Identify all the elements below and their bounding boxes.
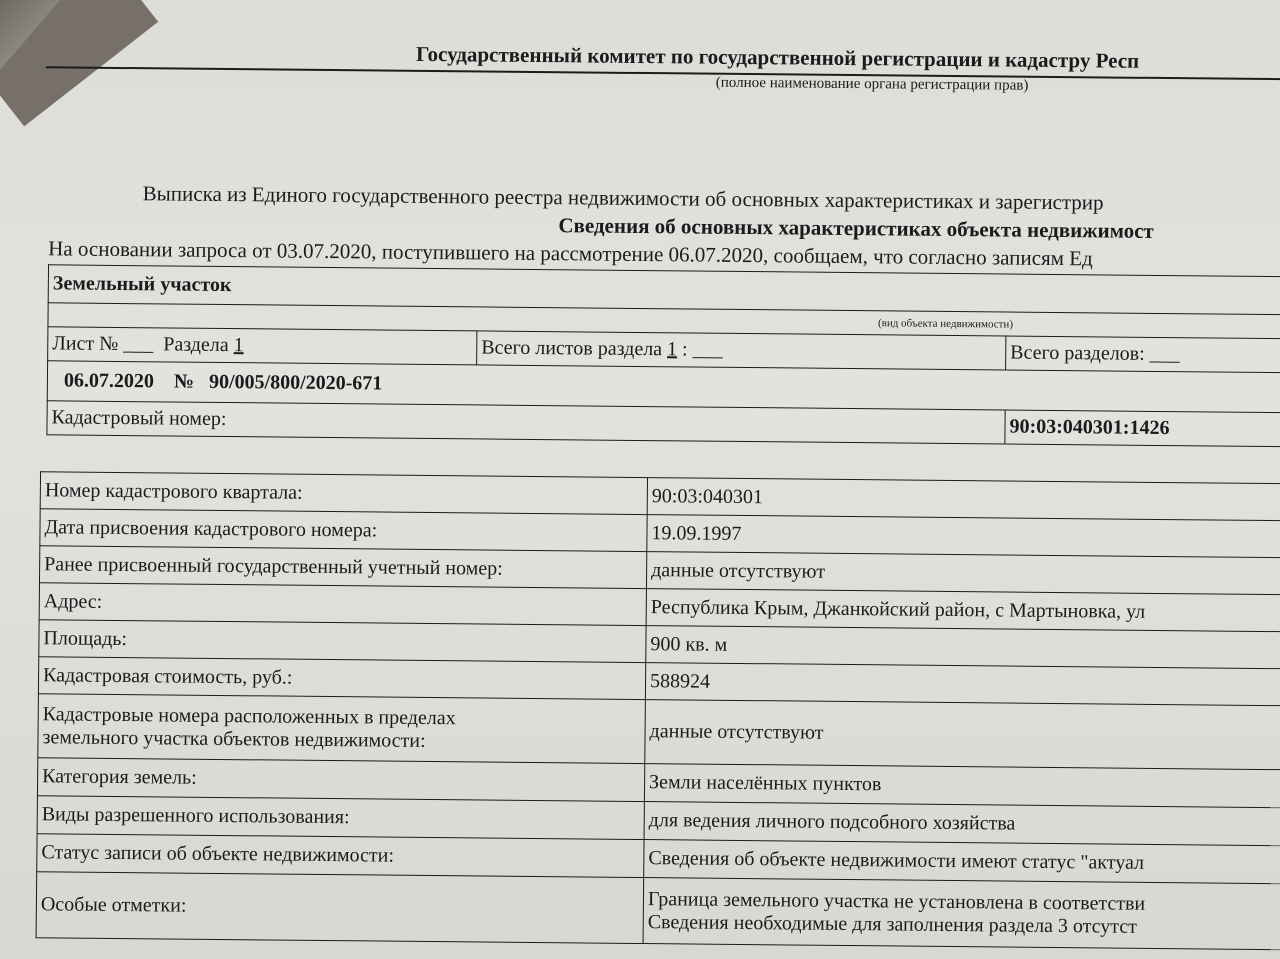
record-number-sign: №: [173, 370, 195, 393]
field-label: Кадастровая стоимость, руб.:: [38, 657, 645, 700]
sheet-number-value: ___: [123, 333, 154, 356]
sheet-number-label: Лист №: [52, 332, 119, 355]
record-number: 90/005/800/2020-671: [208, 370, 383, 395]
organization-name: Государственный комитет по государственной регистрации и кадастру Респ: [415, 41, 1140, 73]
section-title: Сведения об основных характеристиках объекта недвижимост: [558, 213, 1154, 243]
object-type-caption: (вид объекта недвижимости): [48, 303, 1280, 339]
basis-text: На основании запроса от 03.07.2020, поступившего на рассмотрение 06.07.2020, сообщаем, что согласно записям Ед: [48, 236, 1093, 271]
total-sections-value: ___: [1149, 342, 1180, 366]
total-sheets-tail: :: [682, 338, 688, 361]
field-label-line2: земельного участка объектов недвижимости:: [42, 725, 426, 752]
record-date: 06.07.2020: [63, 369, 155, 393]
table-row: [36, 872, 1280, 950]
field-value: данные отсутствуют: [646, 552, 1280, 595]
field-value: Земли населённых пунктов: [644, 764, 1280, 808]
total-sheets-label: Всего листов раздела: [481, 336, 663, 361]
field-label-line1: Кадастровые номера расположенных в пределах: [42, 702, 456, 729]
field-value: для ведения личного подсобного хозяйства: [644, 802, 1280, 846]
total-sections-cell: [1006, 336, 1280, 373]
field-value: Республика Крым, Джанкойский район, с Мартыновка, ул: [646, 589, 1280, 632]
field-value: данные отсутствуют: [645, 700, 1280, 770]
details-table: [36, 471, 1280, 950]
section-value: 1: [233, 334, 244, 357]
field-label: Особые отметки:: [36, 872, 644, 944]
cadastral-number-label: Кадастровый номер:: [47, 401, 1005, 444]
total-sheets-cell: [477, 331, 1006, 370]
field-value: 588924: [645, 663, 1280, 706]
organization-caption: (полное наименование органа регистрации прав): [715, 74, 1029, 94]
total-sections-label: Всего разделов:: [1010, 341, 1145, 365]
section-label: Раздела: [163, 333, 229, 357]
field-label: Площадь:: [39, 620, 646, 663]
field-value-line1: Граница земельного участка не установлена в соответстви: [647, 887, 1146, 915]
total-sheets-value: 1: [667, 338, 678, 361]
field-label: Адрес:: [39, 583, 646, 626]
extract-title: Выписка из Единого государственного реестра недвижимости об основных характеристиках и зарегистрир: [142, 181, 1104, 215]
field-value: 19.09.1997: [647, 515, 1280, 558]
field-label: Статус записи об объекте недвижимости:: [37, 834, 644, 878]
field-label: Ранее присвоенный государственный учетный номер:: [39, 546, 646, 589]
field-label: Дата присвоения кадастрового номера:: [40, 509, 647, 552]
cadastral-number-value: 90:03:040301:1426: [1005, 410, 1280, 447]
table-row: [38, 694, 1280, 770]
field-value-line2: Сведения необходимые для заполнения раздела 3 отсутст: [647, 910, 1138, 938]
field-label: [38, 694, 646, 764]
total-sheets-blank: ___: [692, 338, 723, 361]
field-label: Категория земель:: [37, 758, 644, 802]
field-label: Виды разрешенного использования:: [37, 796, 644, 840]
field-value: Сведения об объекте недвижимости имеют статус "актуал: [644, 840, 1280, 884]
field-label: Номер кадастрового квартала:: [40, 472, 647, 515]
field-value: 900 кв. м: [646, 626, 1280, 669]
field-value: 90:03:040301: [647, 478, 1280, 521]
object-header-table: [46, 264, 1280, 447]
sheet-number-cell: [48, 327, 477, 365]
field-value: [643, 878, 1280, 950]
object-type: Земельный участок: [48, 265, 1280, 315]
